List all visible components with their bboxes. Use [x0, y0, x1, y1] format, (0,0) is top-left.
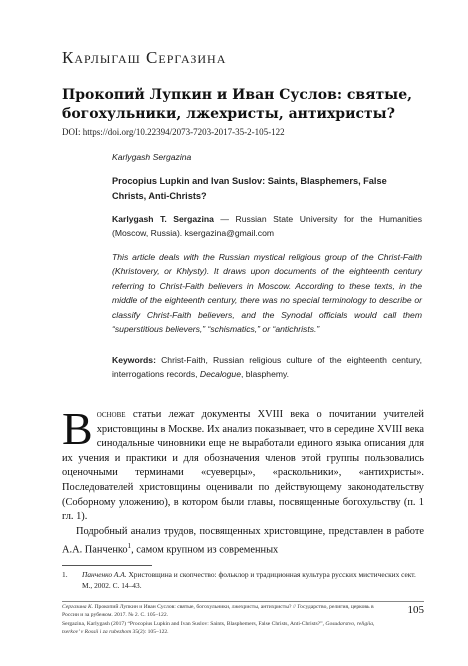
bottom-divider — [62, 601, 424, 602]
paragraph-1: Воснове статьи лежат документы XVIII века о почитании учителей христовщины в Москве. Их анализ показывает, что в середине XVIII века синодальные чиновники еще не выработали единого языка описания для их учения и практики и для обозначения членов этой группы пользовались оценочными терминами «суеверцы», «раскольники», «антихристы». Последователей христовщины оценивали по действующему законодательству (Соборному уложению), в котором были главы, посвященные богохульству (п. 1 гл. 1). — [62, 403, 424, 523]
abstract: This article deals with the Russian mystical religious group of the Christ-Faith (Khristovery, or Khlysty). It draws upon documents of the eighteenth century referring to Christ-Faith believers in Moscow. According to these texts, in the middle of the eighteenth century, there was no special terminology to describe or classify Christ-Faith believers, and the Synodal officials would call them “superstitious believers,” “schismatics,” or “antichrists.” — [112, 252, 422, 335]
body-text — [62, 403, 424, 558]
keywords: Keywords: Christ-Faith, Russian religious culture of the eighteenth century, interrogations records, Decalogue, blasphemy. — [112, 355, 422, 380]
affiliation-text: — Russian State University for the Humanities (Moscow, Russia). ksergazina@gmail.com — [112, 214, 422, 239]
page-number: 105 — [407, 604, 424, 616]
author-name-en: Karlygash Sergazina — [112, 152, 192, 162]
footnote-text: Панченко А.А. Христовщина и скопчество: фольклор и традиционная культура русских мистических сект. М., 2002. С. 14–43. — [82, 570, 416, 590]
footnote — [62, 570, 424, 591]
affiliation-name: Karlygash T. Sergazina — [112, 214, 214, 224]
paragraph-2: Подробный анализ трудов, посвященных христовщине, представлен в работе А.А. Панченко$^1$, самом крупном из современных — [62, 525, 424, 556]
keywords-label: Keywords: — [112, 355, 156, 365]
author-affiliation — [112, 212, 422, 241]
article-title-ru: Прокопий Лупкин и Иван Суслов: святые, богохульники, лжехристы, антихристы? — [62, 87, 412, 122]
footnote-divider — [62, 565, 152, 566]
article-title-en: Procopius Lupkin and Ivan Suslov: Saints, Blasphemers, False Christs, Anti-Christs? — [112, 176, 387, 201]
doi-line: DOI: https://doi.org/10.22394/2073-7203-2017-35-2-105-122 — [62, 127, 285, 137]
footnote-ref[interactable]: 1 — [127, 542, 132, 551]
citation-en: Sergazina, Karlygash (2017) “Procopius Lupkin and Ivan Suslov: Saints, Blasphemers, False Christs, Anti-Christs?”, Gosudarstvo, religiia, tserkov’ v Rossii i za rubezhom 35(2): 105–122. — [62, 621, 375, 635]
drop-cap: В — [62, 403, 93, 454]
citation-ru: Сергазина К. Прокопий Лупкин и Иван Суслов: святые, богохульники, лжехристы, антихристы? // Государство, религия, церковь в России и за рубежом. 2017. № 2. С. 105–122. — [62, 604, 374, 618]
first-word: основе — [96, 409, 126, 420]
author-name-ru: Карлыгаш Сергазина — [62, 48, 227, 67]
footnote-number: 1. — [62, 570, 68, 579]
